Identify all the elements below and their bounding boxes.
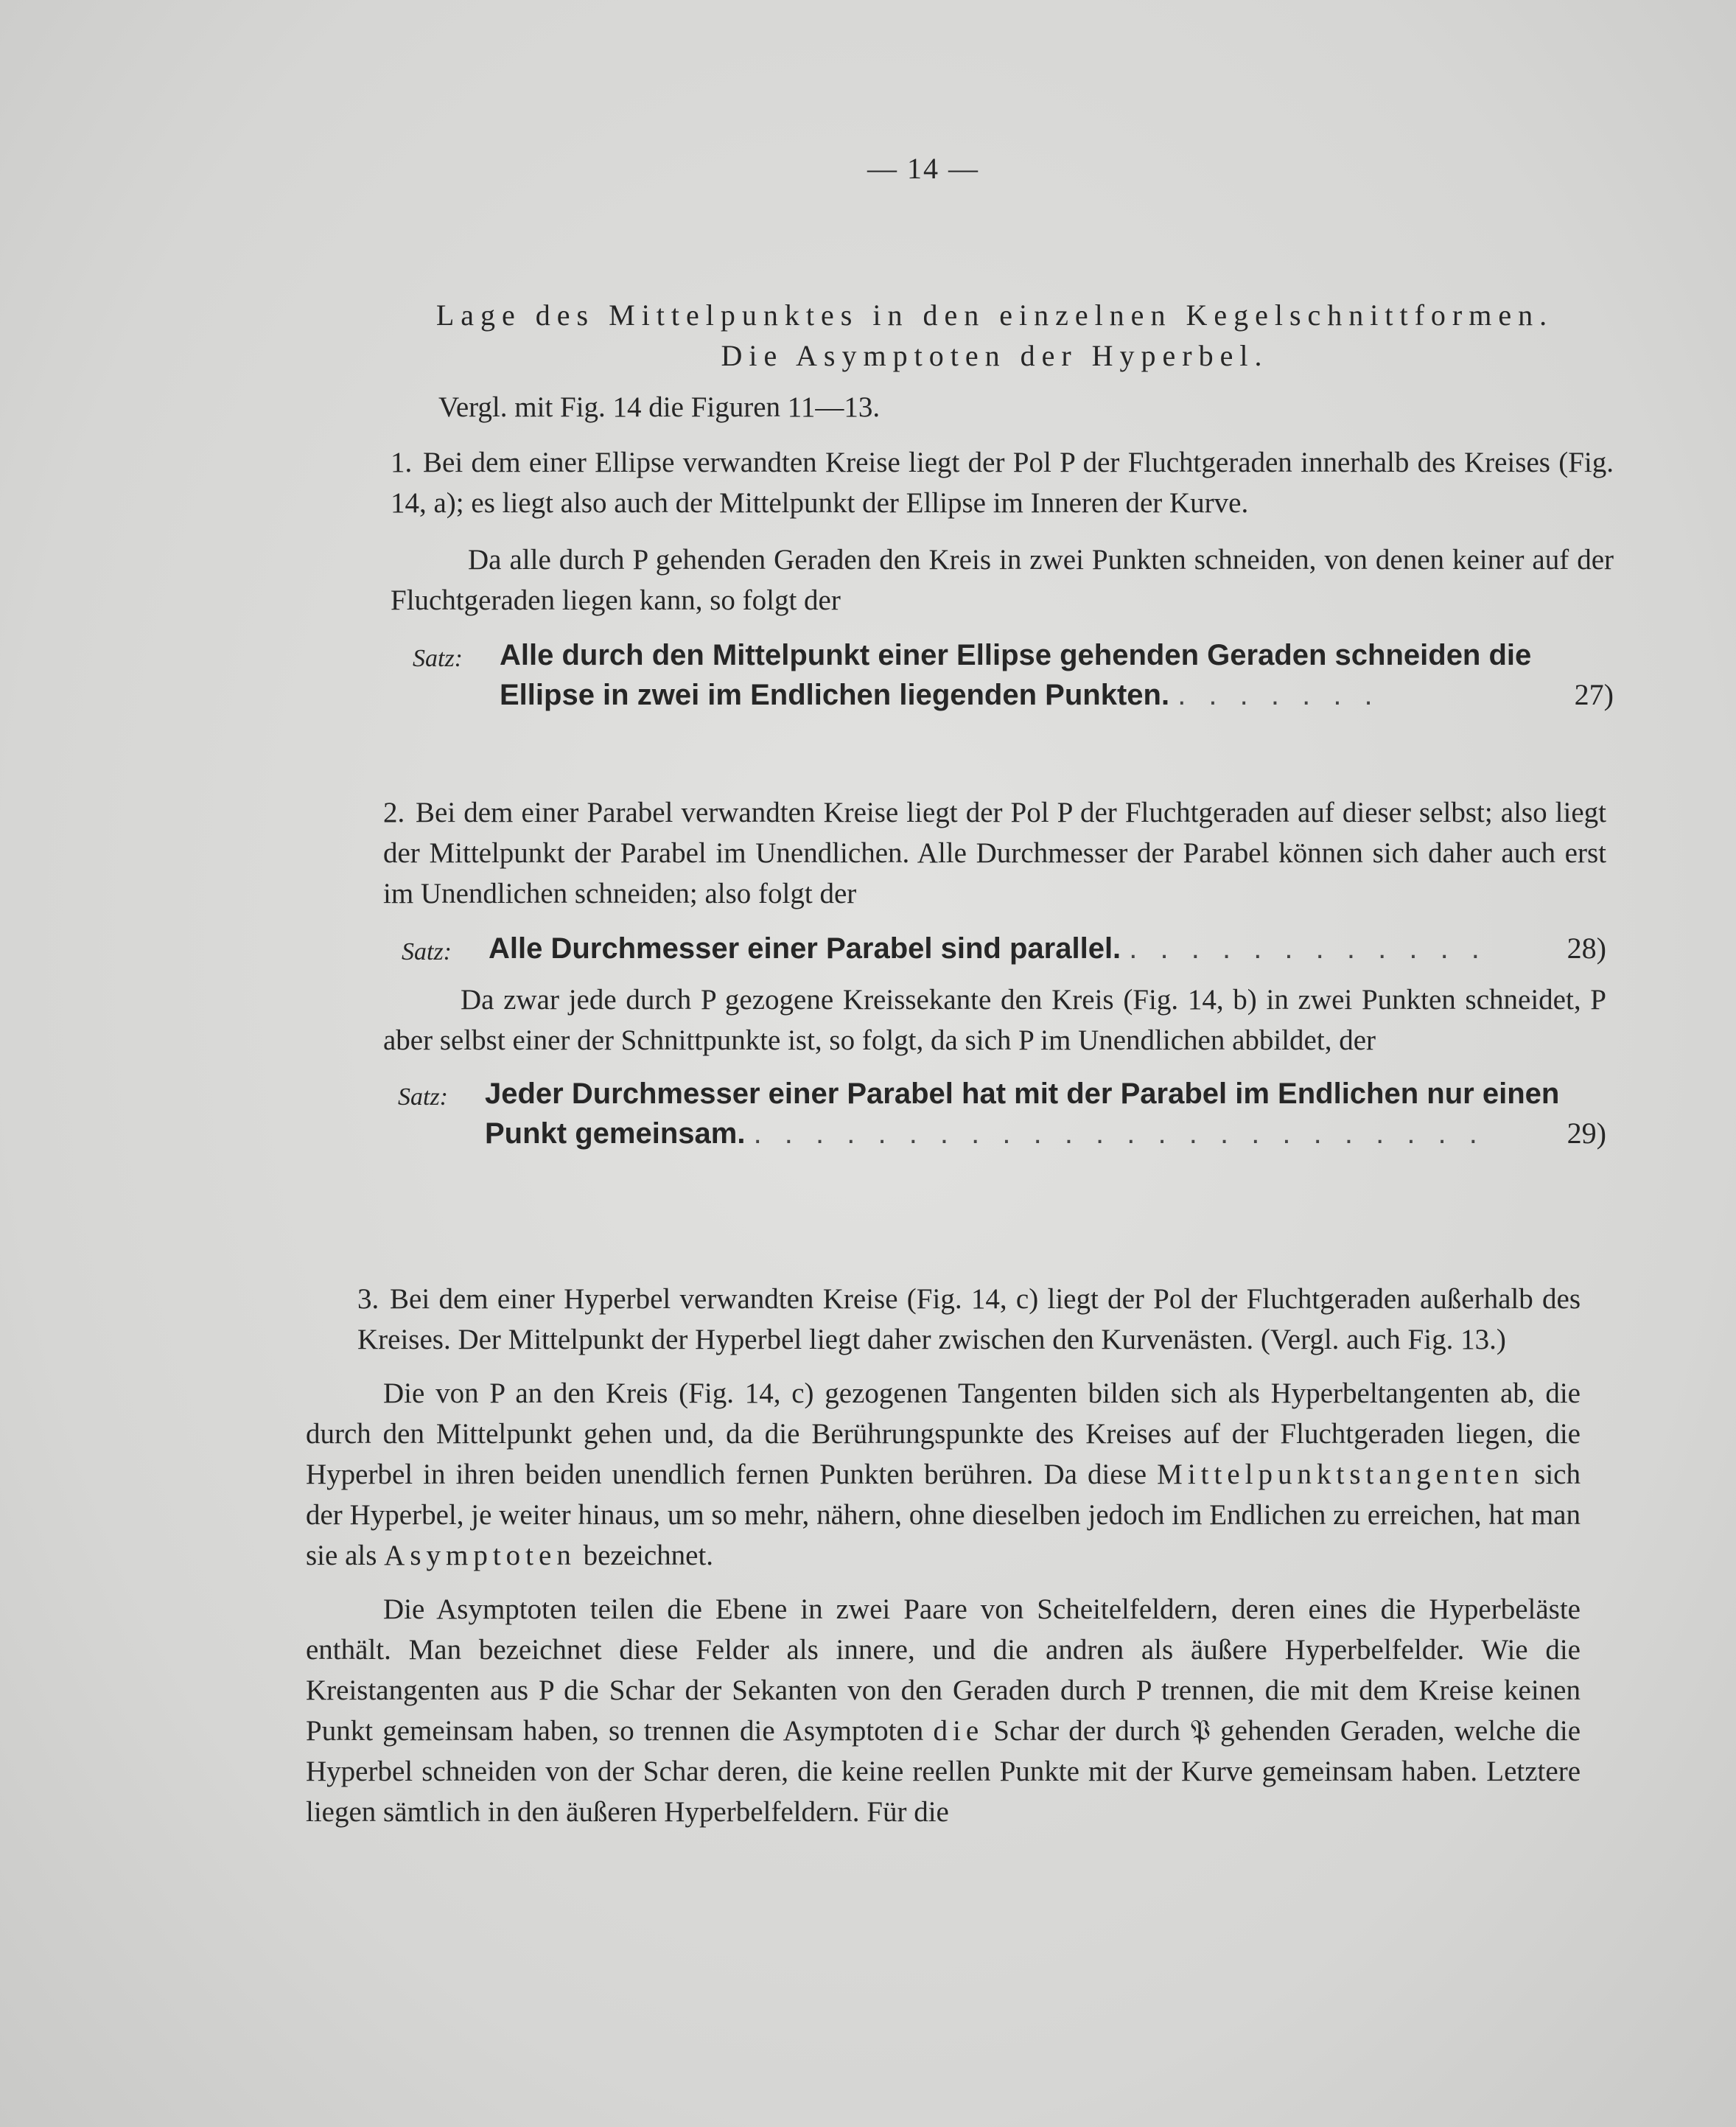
section-3 [306, 1279, 1581, 1832]
section-1-paragraph-1 [391, 442, 1614, 523]
theorem-label: Satz: [398, 1083, 448, 1111]
emphasis-asymptoten: Asymptoten [384, 1540, 576, 1571]
theorem-text [485, 1074, 1606, 1153]
section-3-paragraph-1 [306, 1279, 1581, 1360]
emphasis-mittelpunktstangenten: Mittelpunktstangenten [1157, 1459, 1525, 1490]
theorem-text [500, 635, 1614, 715]
section-2-paragraph-2: Da zwar jede durch P gezogene Kreissekante den Kreis (Fig. 14, b) in zwei Punkten schneidet, P aber selbst einer der Schnittpunkte ist, so folgt, da sich P im Unendlichen abbildet, der [383, 984, 1606, 1056]
section-3-text-2b: sich der Hyperbel, je weiter hinaus, um so mehr, nähern, ohne dieselben jedoch im Endlichen zu erreichen, hat man sie als [306, 1459, 1581, 1571]
section-3-text-2c: bezeichnet. [575, 1540, 714, 1571]
section-2-paragraph-1 [383, 792, 1606, 914]
section-1-number: 1. [391, 447, 413, 478]
section-3-paragraph-3 [306, 1589, 1581, 1832]
section-3-number: 3. [357, 1283, 379, 1315]
section-1-text-1: Bei dem einer Ellipse verwandten Kreise liegt der Pol P der Fluchtgeraden innerhalb des Kreises (Fig. 14, a); es liegt also auch der Mittelpunkt der Ellipse im Inneren der Kurve. [391, 447, 1614, 519]
theorem-29-statement: Jeder Durchmesser einer Parabel hat mit der Parabel im Endlichen nur einen Punkt gemeinsam. [485, 1078, 1560, 1150]
section-1 [391, 442, 1614, 715]
equation-number-28: 28) [1567, 932, 1606, 965]
theorem-29 [398, 1074, 1606, 1153]
section-1-paragraph-2: Da alle durch P gehenden Geraden den Kreis in zwei Punkten schneiden, von denen keiner auf der Fluchtgeraden liegen kann, so folgt der [391, 544, 1614, 616]
emphasis-die: die [933, 1715, 984, 1747]
section-3-text-2a: Die von P an den Kreis (Fig. 14, c) gezogenen Tangenten bilden sich als Hyperbeltangenten ab, die durch den Mittelpunkt gehen und, da die Berührungspunkte des Kreises auf der Fluchtgeraden liegen, die Hyperbel in ihren beiden unendlich fernen Punkten berühren. Da diese [306, 1377, 1581, 1490]
section-2-text-1: Bei dem einer Parabel verwandten Kreise liegt der Pol P der Fluchtgeraden auf dieser selbst; also liegt der Mittelpunkt der Parabel im Unendlichen. Alle Durchmesser der Parabel können sich daher auch erst im Unendlichen schneiden; also folgt der [383, 797, 1606, 909]
heading-line-1: Lage des Mittelpunktes in den einzelnen Kegelschnittformen. [435, 298, 1554, 332]
theorem-27-statement: Alle durch den Mittelpunkt einer Ellipse gehenden Geraden schneiden die Ellipse in zwei im Endlichen liegenden Punkten. [500, 639, 1532, 711]
theorem-28-statement: Alle Durchmesser einer Parabel sind parallel. [489, 932, 1121, 965]
heading-line-2: Die Asymptoten der Hyperbel. [721, 339, 1269, 372]
section-3-text-1: Bei dem einer Hyperbel verwandten Kreise (Fig. 14, c) liegt der Pol der Fluchtgeraden außerhalb des Kreises. Der Mittelpunkt der Hyperbel liegt daher zwischen den Kurvenästen. (Vergl. auch Fig. 13.) [357, 1283, 1581, 1355]
leader-dots: . . . . . . . . . . . . . . . . . . . . . . . . [753, 1117, 1485, 1150]
equation-number-29: 29) [1567, 1117, 1606, 1150]
section-3-text-3a: Die Asymptoten teilen die Ebene in zwei Paare von Scheitelfeldern, deren eines die Hyperbeläste enthält. Man bezeichnet diese Felder als innere, und die andren als äußere Hyperbelfelder. Wie die Kreistangenten aus P die Schar der Sekanten von den Geraden durch P trennen, die mit dem Kreise keinen Punkt gemeinsam haben, so trennen die Asymptoten [306, 1593, 1581, 1747]
theorem-text [489, 929, 1606, 968]
leader-dots: . . . . . . . . . . . . [1129, 932, 1487, 965]
section-2 [383, 792, 1606, 1153]
section-3-text-3b: Schar der durch 𝔓 gehenden Geraden, welche die Hyperbel schneiden von der Schar deren, die keine reellen Punkte mit der Kurve gemeinsam haben. Letztere liegen sämtlich in den äußeren Hyperbelfeldern. Für die [306, 1715, 1581, 1828]
theorem-27 [413, 635, 1614, 715]
theorem-label: Satz: [402, 938, 452, 965]
theorem-label: Satz: [413, 645, 463, 672]
leader-dots: . . . . . . . [1177, 679, 1380, 711]
page-number: — 14 — [867, 152, 979, 185]
figure-reference: Vergl. mit Fig. 14 die Figuren 11—13. [438, 391, 881, 423]
section-heading [413, 295, 1577, 376]
section-3-paragraph-2 [306, 1373, 1581, 1576]
theorem-28 [402, 929, 1606, 972]
equation-number-27: 27) [1574, 678, 1614, 711]
section-2-number: 2. [383, 797, 405, 828]
